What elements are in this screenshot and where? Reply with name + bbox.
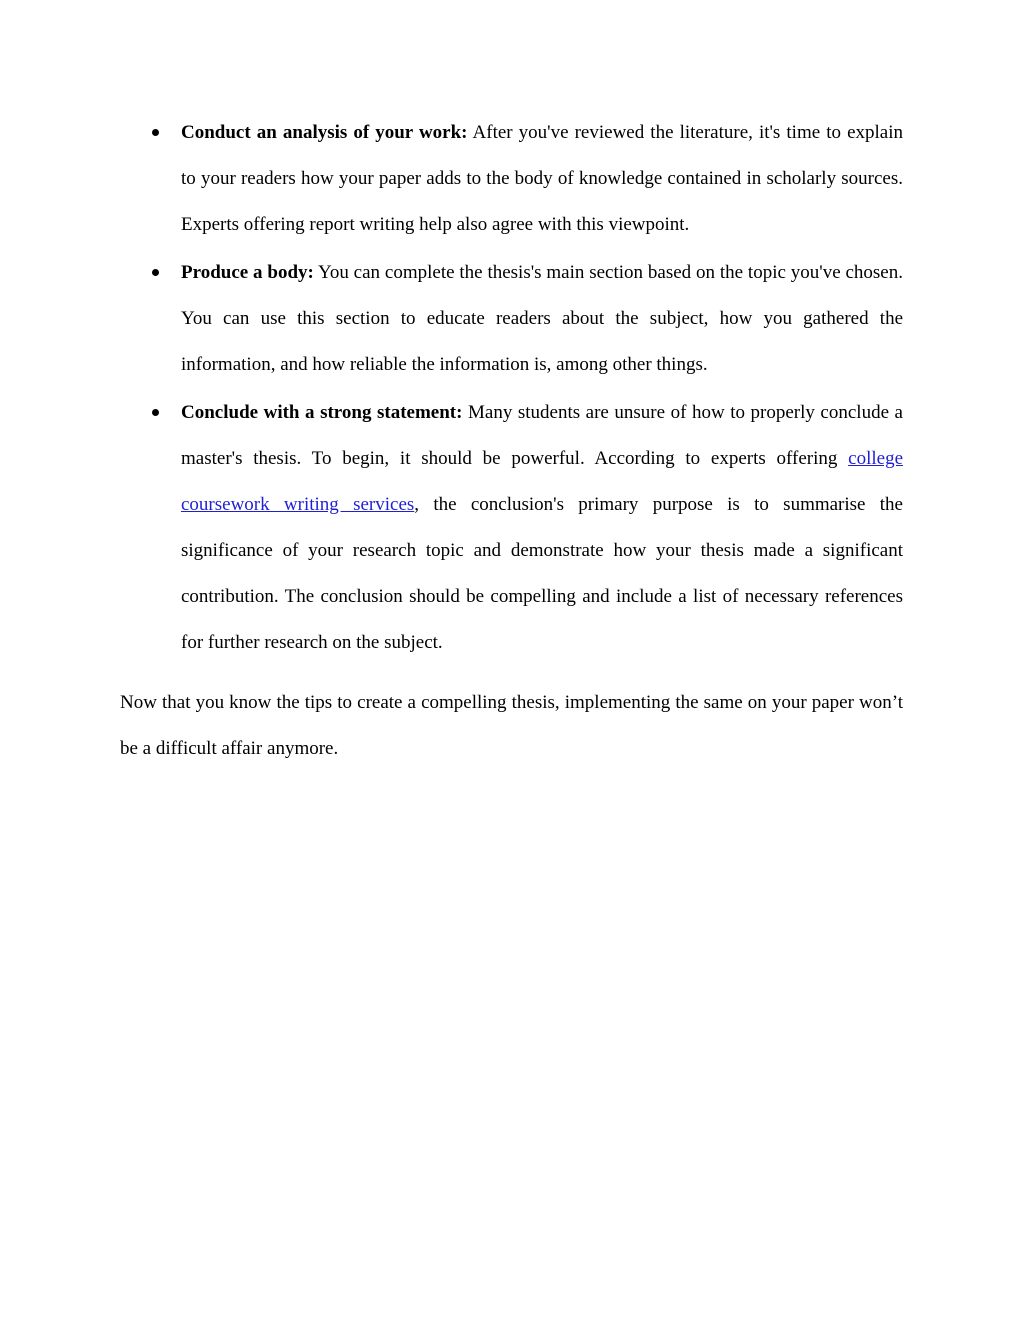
- bullet-text-conclusion-after-link: , the conclusion's primary purpose is to summarise the significance of your research topic and demonstrate how your thesis made a significant contribution. The conclusion should be compelling and include a list of necessary references for further research on the subject.: [181, 494, 903, 653]
- bullet-text-analysis: After you've reviewed the literature, it's time to explain to your readers how your paper adds to the body of knowledge contained in scholarly sources. Experts offering report writing help also agree with this viewpoint.: [181, 122, 903, 235]
- bullet-lead-analysis: Conduct an analysis of your work:: [181, 122, 468, 143]
- bullet-item-conclusion: [181, 390, 903, 666]
- bullet-lead-body: Produce a body:: [181, 262, 314, 283]
- bullet-dot-icon: [152, 269, 159, 276]
- bullet-item-body: [181, 250, 903, 388]
- coursework-services-link[interactable]: college coursework writing services: [181, 448, 903, 515]
- tips-bullet-list: [181, 110, 903, 666]
- bullet-text-conclusion-before-link: Many students are unsure of how to properly conclude a master's thesis. To begin, it should be powerful. According to experts offering: [181, 402, 903, 469]
- bullet-dot-icon: [152, 129, 159, 136]
- bullet-dot-icon: [152, 409, 159, 416]
- bullet-item-analysis: [181, 110, 903, 248]
- bullet-text-body: You can complete the thesis's main section based on the topic you've chosen. You can use this section to educate readers about the subject, how you gathered the information, and how reliable the information is, among other things.: [181, 262, 903, 375]
- bullet-lead-conclusion: Conclude with a strong statement:: [181, 402, 463, 423]
- closing-paragraph: Now that you know the tips to create a compelling thesis, implementing the same on your paper won’t be a difficult affair anymore.: [120, 692, 903, 759]
